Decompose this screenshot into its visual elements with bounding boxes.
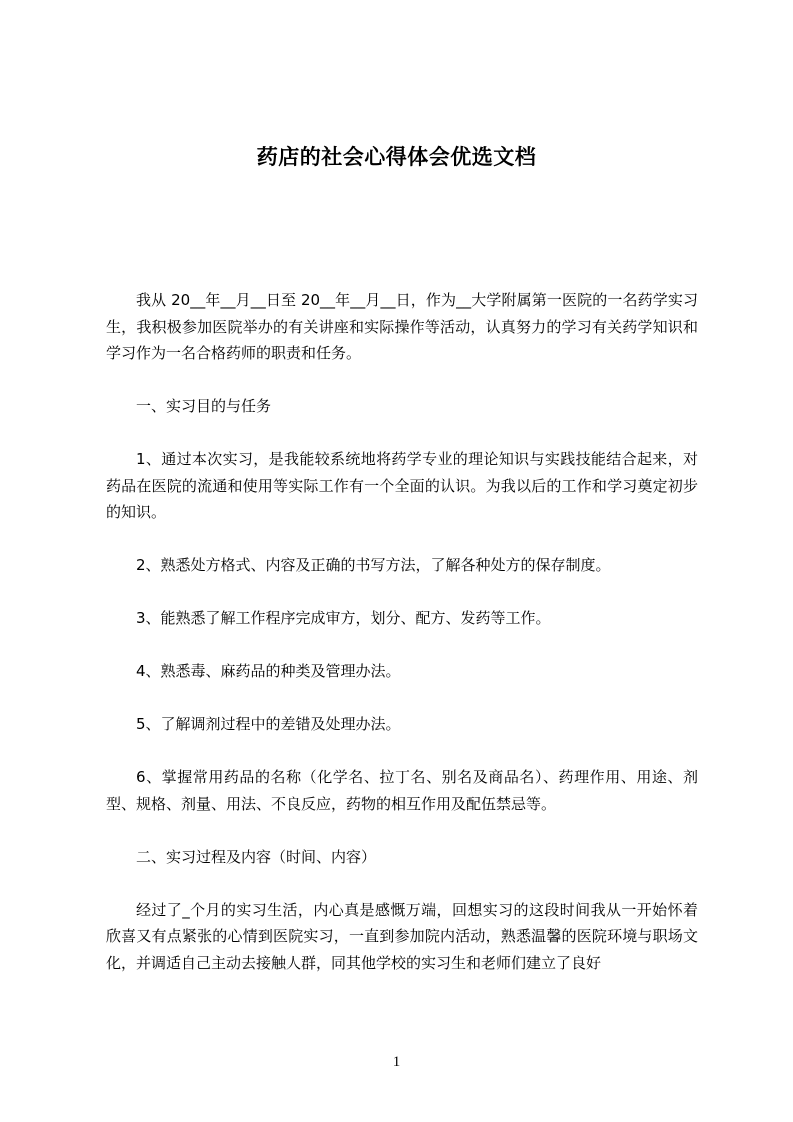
- goal-item-5: 5、了解调剂过程中的差错及处理办法。: [136, 715, 401, 733]
- page-number: 1: [392, 1054, 401, 1070]
- section-heading-process: 二、实习过程及内容（时间、内容）: [136, 847, 377, 866]
- goal-item-6: 6、掌握常用药品的名称（化学名、拉丁名、别名及商品名）、药理作用、用途、剂型、规格、剂量、用法、不良反应，药物的相互作用及配伍禁忌等。: [106, 768, 698, 813]
- goal-item-1: 1、通过本次实习，是我能较系统地将药学专业的理论知识与实践技能结合起来，对药品在医院的流通和使用等实际工作有一个全面的认识。为我以后的工作和学习奠定初步的知识。: [106, 450, 698, 521]
- goal-item-4: 4、熟悉毒、麻药品的种类及管理办法。: [136, 662, 401, 680]
- goal-item-3: 3、能熟悉了解工作程序完成审方，划分、配方、发药等工作。: [136, 609, 551, 627]
- process-paragraph: 经过了_个月的实习生活，内心真是感慨万端，回想实习的这段时间我从一开始怀着欣喜又有点紧张的心情到医院实习，一直到参加院内活动，熟悉温馨的医院环境与职场文化，并调适自己主动去接触人群，同其他学校的实习生和老师们建立了良好: [106, 900, 698, 972]
- goal-item-2: 2、熟悉处方格式、内容及正确的书写方法，了解各种处方的保存制度。: [136, 556, 611, 574]
- document-title: 药店的社会心得体会优选文档: [256, 145, 537, 169]
- document-body: [106, 287, 698, 976]
- intro-paragraph: 我从 20__年__月__日至 20__年__月__日，作为__大学附属第一医院的一名药学实习生，我积极参加医院举办的有关讲座和实际操作等活动，认真努力的学习有关药学知识和学习作为一名合格药师的职责和任务。: [106, 291, 698, 362]
- section-heading-goals: 一、实习目的与任务: [136, 397, 272, 415]
